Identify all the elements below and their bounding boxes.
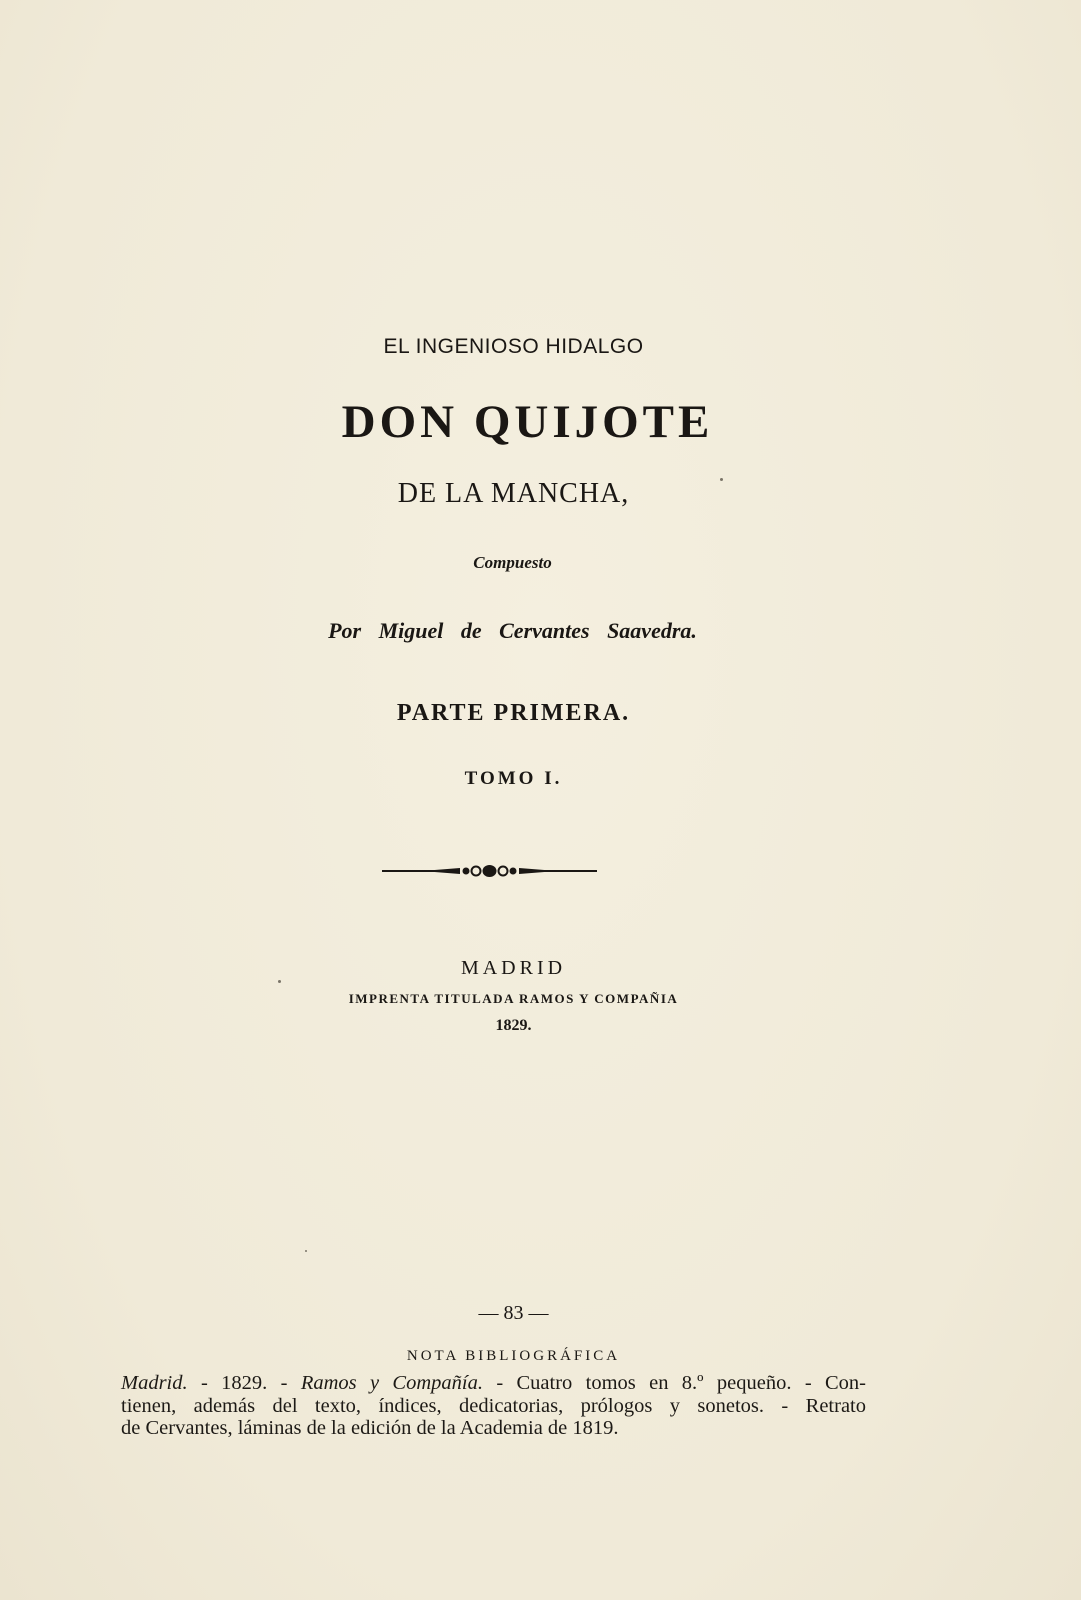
title-tomo: TOMO I. — [464, 768, 563, 789]
page-number: — 83 — — [478, 1302, 549, 1324]
note-line-3: de Cervantes, láminas de la edición de la Academia de 1819. — [121, 1417, 619, 1439]
note-format: - Cuatro tomos en 8.º pequeño. - Con- — [482, 1372, 866, 1394]
imprint-printer: IMPRENTA TITULADA RAMOS Y COMPAÑIA — [348, 991, 679, 1006]
title-don-quijote: DON QUIJOTE — [341, 396, 714, 448]
title-parte-primera: PARTE PRIMERA. — [396, 700, 631, 726]
imprint-year: 1829. — [495, 1017, 532, 1034]
note-line-2: tienen, además del texto, índices, dedicatorias, prólogos y sonetos. - Retrato — [121, 1394, 866, 1417]
ornament-rule-icon — [382, 862, 597, 880]
note-publisher: Ramos y Compañía. — [300, 1372, 483, 1394]
title-de-la-mancha: DE LA MANCHA, — [397, 478, 630, 509]
title-compuesto: Compuesto — [473, 553, 552, 572]
paper-speck — [720, 478, 723, 481]
note-year: - 1829. - — [187, 1372, 301, 1394]
note-line-1 — [121, 1372, 866, 1395]
paper-speck — [278, 980, 281, 983]
title-line-ingenioso: EL INGENIOSO HIDALGO — [383, 335, 644, 358]
imprint-place: MADRID — [460, 957, 567, 979]
note-heading: NOTA BIBLIOGRÁFICA — [406, 1348, 621, 1364]
bibliographic-note — [121, 1372, 866, 1440]
paper-speck — [305, 1250, 307, 1252]
note-place: Madrid. — [121, 1372, 188, 1394]
title-author: Por Miguel de Cervantes Saavedra. — [328, 618, 697, 643]
